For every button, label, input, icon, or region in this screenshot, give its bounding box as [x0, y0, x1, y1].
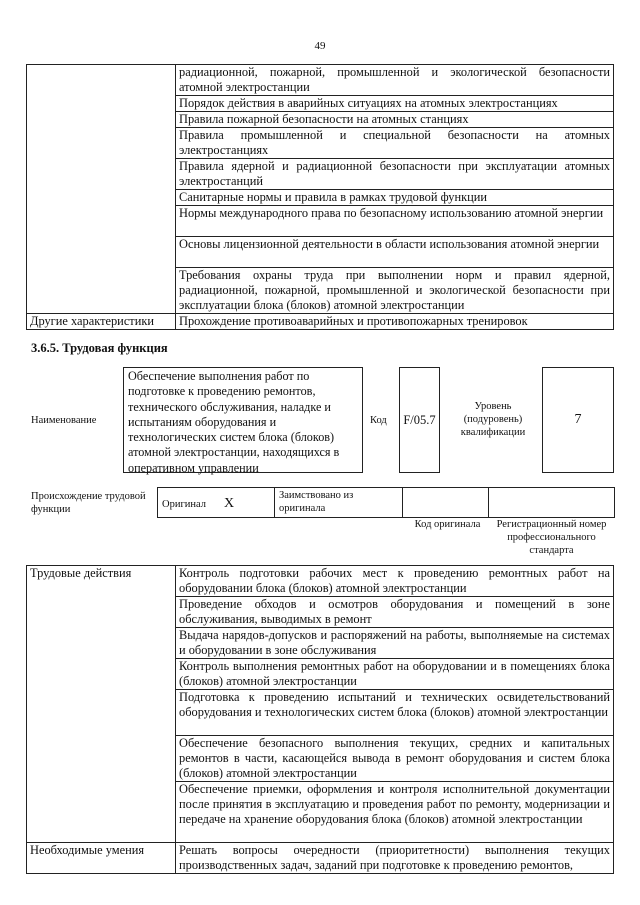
table-cell: Контроль подготовки рабочих мест к проведению ремонтных работ на оборудовании блока (блоков) атомной электростанции [176, 566, 614, 597]
knowledge-table [26, 64, 614, 330]
table-row-header: Трудовые действия [27, 566, 176, 843]
table-cell: Правила промышленной и специальной безопасности на атомных электростанциях [176, 128, 614, 159]
table-row-header: Необходимые умения [27, 843, 176, 874]
origin-original-cell [158, 488, 275, 518]
table-cell: радиационной, пожарной, промышленной и экологической безопасности атомной электростанции [176, 65, 614, 96]
reg-number-label: Регистрационный номер профессионального стандарта [496, 519, 607, 556]
function-name-box [123, 367, 363, 473]
table-cell: Решать вопросы очередности (приоритетности) выполнения текущих производственных задач, заданий при подготовке к проведению ремонтов, [176, 843, 614, 874]
table-cell: Основы лицензионной деятельности в области использования атомной энергии [176, 237, 614, 268]
code-label: Код [370, 415, 387, 426]
table-cell: Обеспечение приемки, оформления и контроля исполнительной документации после принятия в эксплуатацию и проведения работ по ремонту, модернизации и передаче на хранение оборудования блока (блоков) атомной электростанции [176, 782, 614, 843]
table-cell: Подготовка к проведению испытаний и технических освидетельствований оборудования и технологических систем блока (блоков) атомной электростанции [176, 690, 614, 736]
table-cell: Контроль выполнения ремонтных работ на оборудовании и в помещениях блока (блоков) атомной электростанции [176, 659, 614, 690]
level-value: 7 [574, 412, 582, 427]
table-cell: Выдача нарядов-допусков и распоряжений на работы, выполняемые на системах и оборудовании в зоне обслуживания [176, 628, 614, 659]
table-row [27, 566, 614, 597]
table-cell: Прохождение противоаварийных и противопожарных тренировок [176, 314, 614, 330]
section-title: 3.6.5. Трудовая функция [31, 341, 168, 355]
original-label: Оригинал [162, 498, 206, 510]
page-number: 49 [314, 40, 326, 52]
table-row [27, 65, 614, 96]
table-cell: Санитарные нормы и правила в рамках трудовой функции [176, 190, 614, 206]
table-cell: Порядок действия в аварийных ситуациях на атомных электростанциях [176, 96, 614, 112]
original-mark: X [224, 495, 235, 511]
actions-table [26, 565, 614, 874]
table-cell: Правила ядерной и радиационной безопасности при эксплуатации атомных электростанций [176, 159, 614, 190]
borrowed-label: Заимствовано из оригинала [275, 488, 403, 518]
table-row [27, 314, 614, 330]
table-cell: Требования охраны труда при выполнении норм и правил ядерной, радиационной, пожарной, промышленной и экологической безопасности при эксплуатации блока (блоков) атомной электростанции [176, 268, 614, 314]
function-name-value: Обеспечение выполнения работ по подготовке к проведению ремонтов, технического обслуживания, наладке и испытаниям оборудования и технологических систем блока (блоков) атомной электростанции, находящихся в оперативном управлении [128, 369, 340, 475]
table-cell-left [27, 65, 176, 314]
table-cell: Нормы международного права по безопасному использованию атомной энергии [176, 206, 614, 237]
table-cell: Проведение обходов и осмотров оборудования и помещений в зоне обслуживания, выводимых в ремонт [176, 597, 614, 628]
table-cell: Правила пожарной безопасности на атомных станциях [176, 112, 614, 128]
code-box [399, 367, 440, 473]
origin-label: Происхождение трудовой функции [31, 491, 146, 515]
table-cell: Обеспечение безопасного выполнения текущих, средних и капитальных ремонтов в части, касающейся вывода в ремонт оборудования и систем блока (блоков) атомной электростанции [176, 736, 614, 782]
origin-table [157, 487, 615, 518]
level-box [542, 367, 614, 473]
table-row [27, 843, 614, 874]
code-original-cell [403, 488, 489, 518]
level-label: Уровень (подуровень) квалификации [460, 401, 526, 438]
name-label: Наименование [31, 415, 97, 426]
code-original-label: Код оригинала [414, 519, 481, 530]
table-row-header: Другие характеристики [27, 314, 176, 330]
reg-number-cell [489, 488, 615, 518]
code-value: F/05.7 [403, 412, 436, 427]
